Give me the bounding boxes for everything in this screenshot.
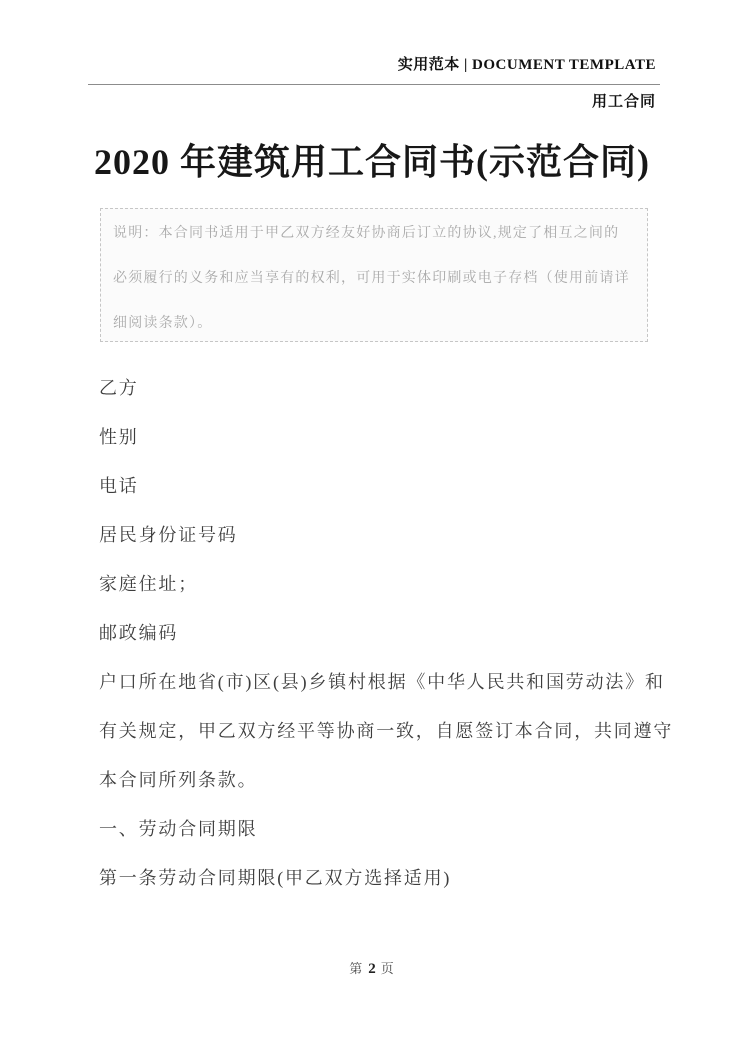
body-line: 户口所在地省(市)区(县)乡镇村根据《中华人民共和国劳动法》和 — [99, 672, 665, 692]
body-line: 第一条劳动合同期限(甲乙双方选择适用) — [99, 868, 452, 888]
notice-line: 细阅读条款）。 — [113, 316, 213, 331]
notice-line: 必须履行的义务和应当享有的权利，可用于实体印刷或电子存档（使用前请详 — [113, 271, 630, 286]
footer-prefix: 第 — [349, 961, 364, 976]
body-line: 邮政编码 — [99, 623, 179, 643]
notice-line: 说明：本合同书适用于甲乙双方经友好协商后订立的协议,规定了相互之间的 — [113, 226, 620, 241]
body-line: 有关规定，甲乙双方经平等协商一致，自愿签订本合同，共同遵守 — [99, 721, 674, 741]
body-line: 性别 — [99, 427, 139, 447]
header-divider — [88, 84, 660, 85]
footer-suffix: 页 — [380, 961, 395, 976]
body-line: 本合同所列条款。 — [99, 770, 258, 790]
page-number: 2 — [368, 961, 376, 977]
contract-body — [99, 364, 674, 903]
page-footer — [0, 958, 744, 978]
body-line: 电话 — [99, 476, 139, 496]
body-line: 一、劳动合同期限 — [99, 819, 258, 839]
page-title: 2020 年建筑用工合同书(示范合同) — [94, 142, 650, 182]
body-line: 乙方 — [99, 378, 139, 398]
body-line: 居民身份证号码 — [99, 525, 238, 545]
header-brand: 实用范本 | DOCUMENT TEMPLATE — [397, 57, 656, 73]
body-line: 家庭住址； — [99, 574, 198, 594]
notice-box — [100, 208, 648, 342]
header-category: 用工合同 — [591, 94, 656, 110]
